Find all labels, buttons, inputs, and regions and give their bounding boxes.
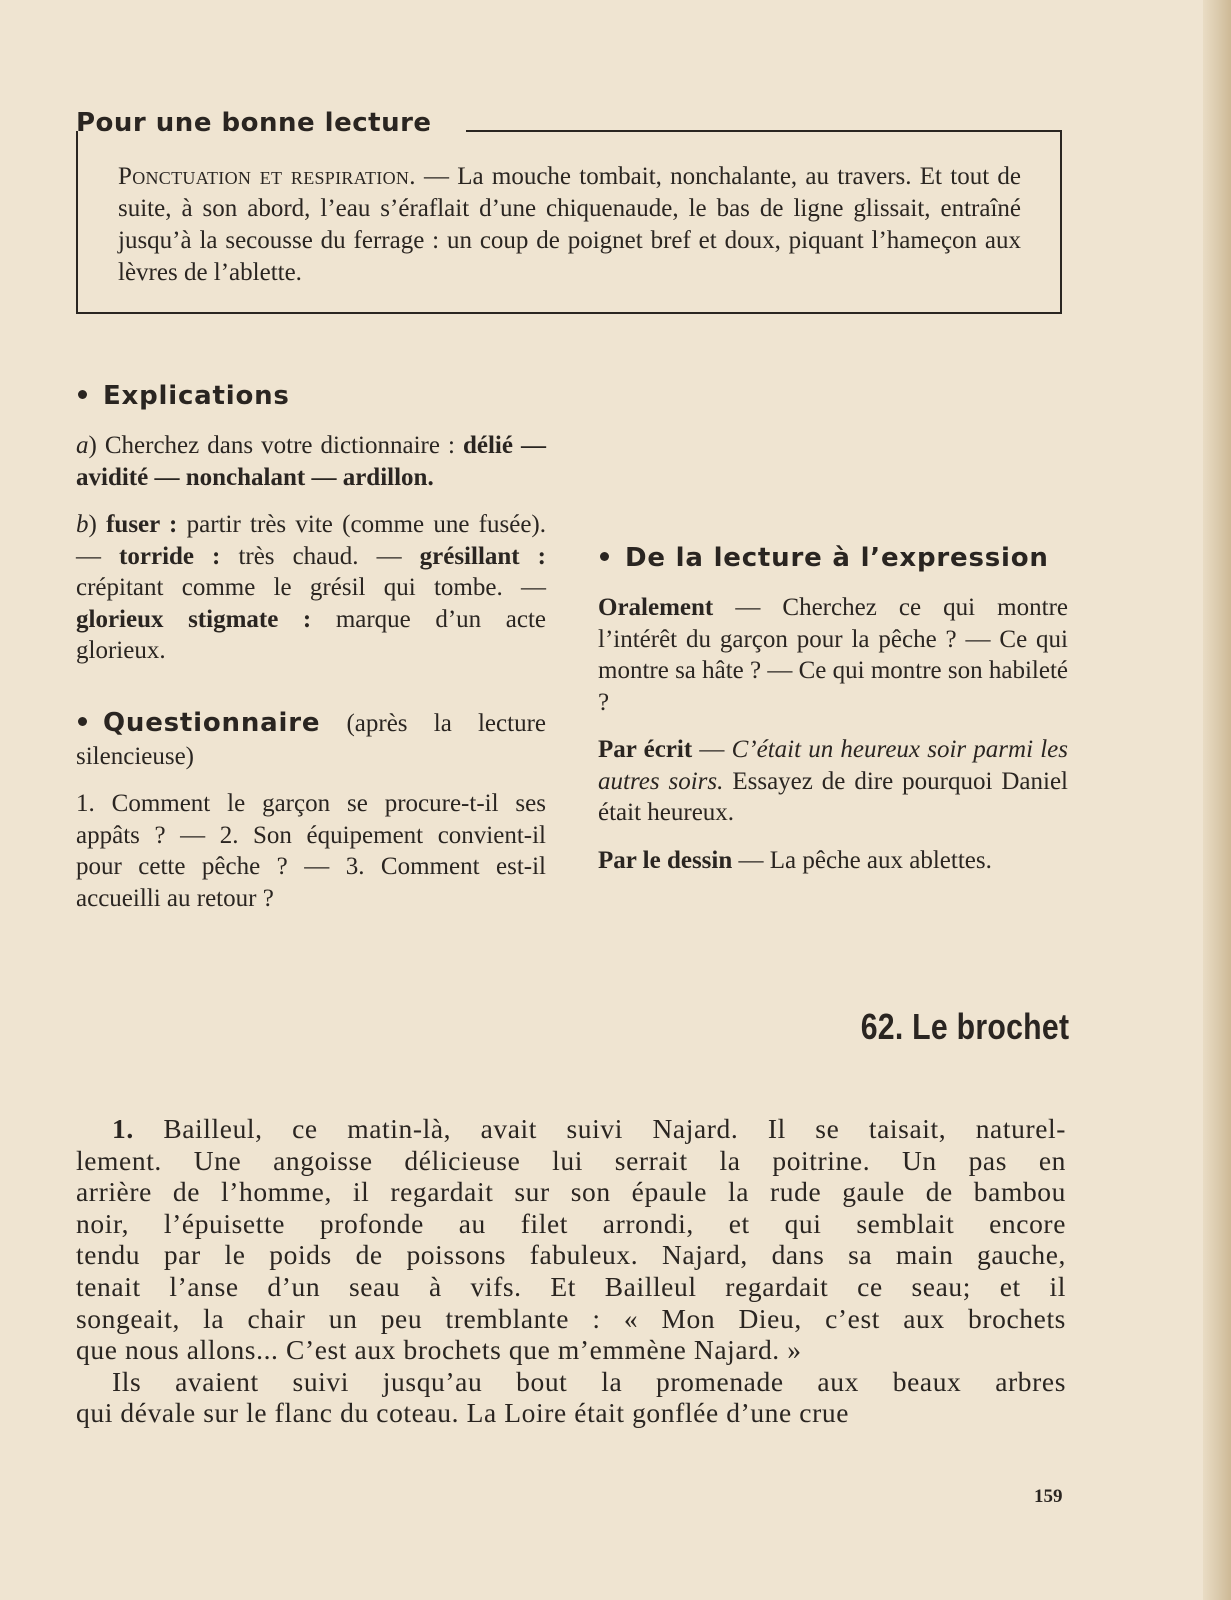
explications-heading: Explications — [76, 378, 546, 414]
lecture-box — [76, 131, 1062, 314]
chapter-line: Ils avaient suivi jusqu’au bout la promenade aux beaux arbres — [112, 1365, 1066, 1397]
bullet-icon — [78, 717, 87, 726]
explications-b: b) fuser : partir très vite (comme une fusée). — torride : très chaud. — grésillant : crépitant comme le grésil qui tombe. — glorieux stigmate : marque d’un acte glorieux. — [76, 511, 547, 664]
chapter-line: arrière de l’homme, il regardait sur son épaule la rude gaule de bambou — [76, 1176, 1066, 1208]
lecture-heading: Pour une bonne lecture — [76, 108, 432, 138]
explications-a: a) Cherchez dans votre dictionnaire : délié — avidité — nonchalant — ardillon. — [76, 432, 547, 491]
chapter-body — [76, 1113, 1066, 1429]
chapter-line: noir, l’épuisette profonde au filet arrondi, et qui semblait encore — [76, 1207, 1066, 1239]
chapter-title: 62. Le brochet — [860, 1006, 1069, 1047]
page-edge — [1203, 0, 1231, 1600]
chapter-line: songeait, la chair un peu tremblante : « Mon Dieu, c’est aux brochets — [76, 1302, 1066, 1334]
left-column — [76, 378, 546, 914]
chapter-line: 1. Bailleul, ce matin-là, avait suivi Najard. Il se taisait, naturel- — [112, 1113, 1066, 1144]
page-number: 159 — [1034, 1486, 1063, 1507]
lecture-label: Ponctuation et respiration. — [118, 163, 416, 190]
chapter-line: qui dévale sur le flanc du coteau. La Loire était gonflée d’une crue — [76, 1397, 850, 1429]
lecture-paragraph — [118, 161, 1021, 289]
lecture-text: — La mouche tombait, nonchalante, au travers. Et tout de suite, à son abord, l’eau s’éraflait d’une chiquenaude, le bas de ligne glissait, entraîné jusqu’à la secousse du ferrage : un coup de poignet bref et doux, piquant l’hameçon aux lèvres de l’ablette. — [118, 163, 1021, 286]
chapter-line: lement. Une angoisse délicieuse lui serrait la poitrine. Un pas en — [76, 1144, 1066, 1176]
expression-heading: De la lecture à l’expression — [598, 540, 1068, 576]
right-column-content — [598, 540, 1068, 876]
explications-words: délié — avidité — nonchalant — ardillon. — [76, 432, 547, 491]
bullet-icon — [600, 552, 609, 561]
chapter-line: que nous allons... C’est aux brochets que m’emmène Najard. » — [76, 1334, 802, 1366]
par-ecrit: Par écrit — C’était un heureux soir parmi les autres soirs. Essayez de dire pourquoi Daniel était heureux. — [598, 736, 1069, 826]
questionnaire-heading: Questionnaire (après la lecture silencieuse) — [76, 707, 546, 770]
paragraph-number: 1. — [112, 1113, 134, 1144]
questionnaire-questions: 1. Comment le garçon se procure-t-il ses appâts ? — 2. Son équipement convient-il pour cette pêche ? — 3. Comment est-il accueilli au retour ? — [76, 790, 546, 912]
chapter-line: tenait l’anse d’un seau à vifs. Et Bailleul regardait ce seau; et il — [76, 1270, 1066, 1302]
par-le-dessin: Par le dessin — La pêche aux ablettes. — [598, 846, 992, 874]
oralement: Oralement — Cherchez ce qui montre l’intérêt du garçon pour la pêche ? — Ce qui montre sa hâte ? — Ce qui montre son habileté ? — [598, 594, 1069, 716]
bullet-icon — [78, 390, 87, 399]
chapter-line: tendu par le poids de poissons fabuleux. Najard, dans sa main gauche, — [76, 1239, 1066, 1271]
